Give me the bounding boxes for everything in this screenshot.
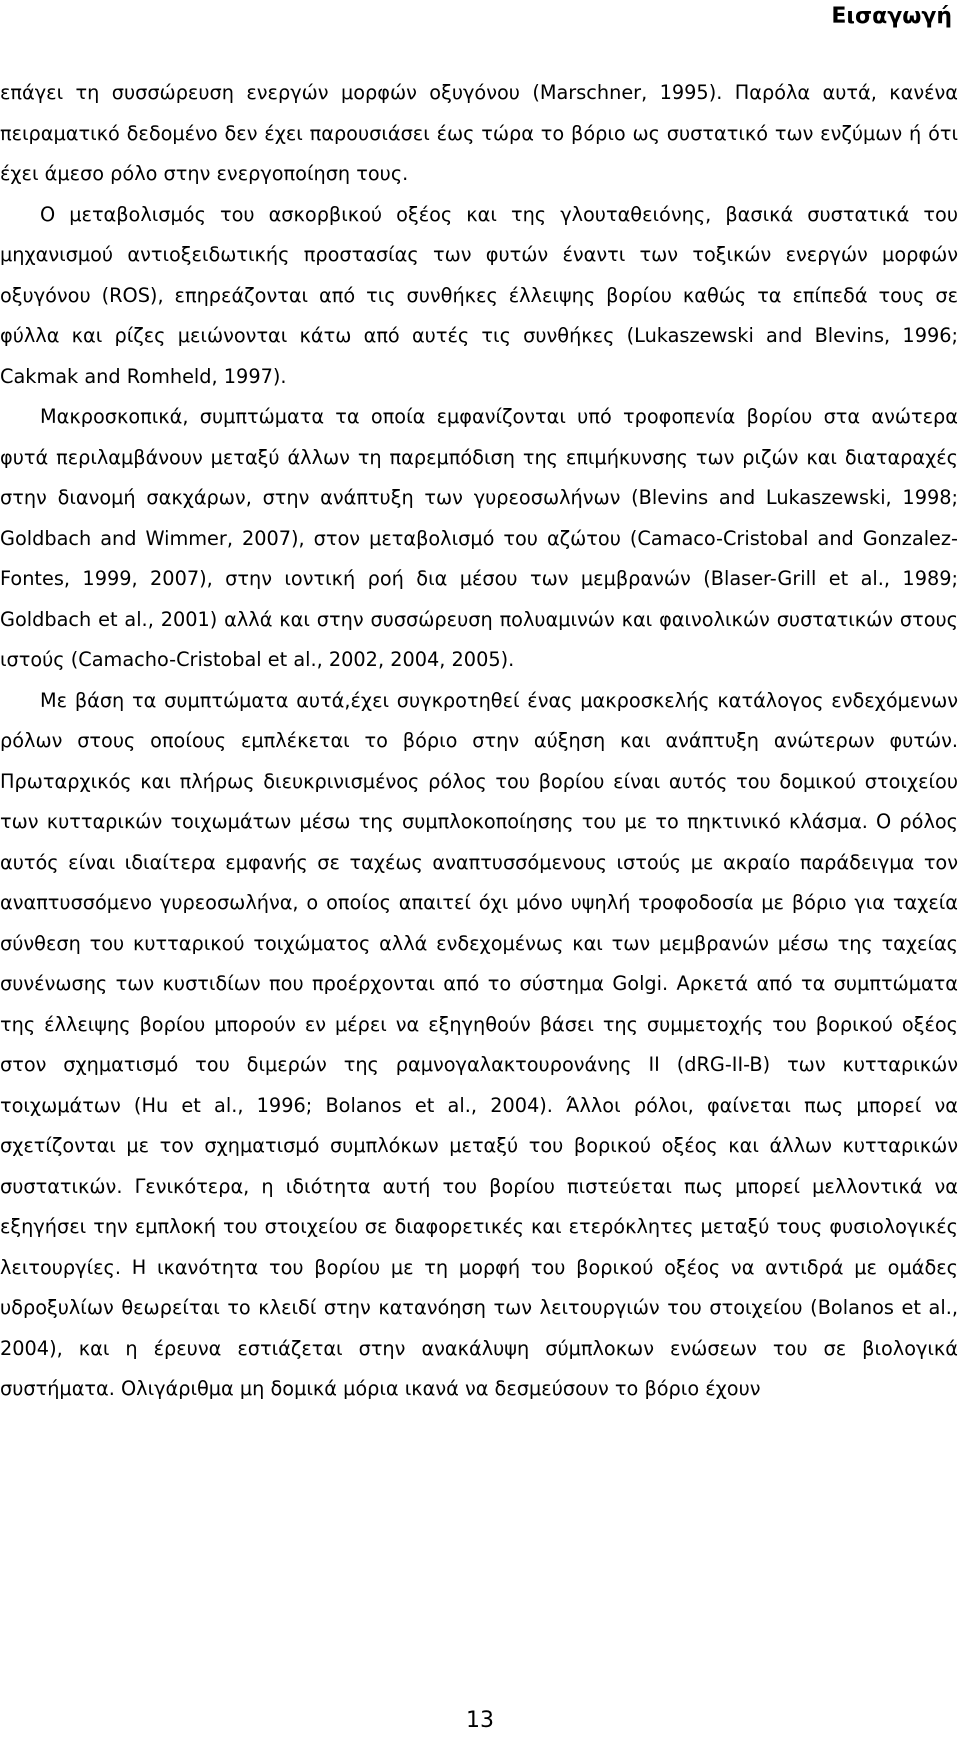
- running-header: Εισαγωγή: [831, 4, 952, 29]
- paragraph-roles-of-boron: Με βάση τα συμπτώματα αυτά,έχει συγκροτηθεί ένας μακροσκελής κατάλογος ενδεχόμενων ρόλων στους οποίους εμπλέκεται το βόριο στην αύξηση και ανάπτυξη ανώτερων φυτών. Πρωταρχικός και πλήρως διευκρινισμένος ρόλος του βορίου είναι αυτός του δομικού στοιχείου των κυτταρικών τοιχωμάτων μέσω της συμπλοκοποίησης του με το πηκτινικό κλάσμα. Ο ρόλος αυτός είναι ιδιαίτερα εμφανής σε ταχέως αναπτυσσόμενους ιστούς με ακραίο παράδειγμα τον αναπτυσσόμενο γυρεοσωλήνα, ο οποίος απαιτεί όχι μόνο υψηλή τροφοδοσία με βόριο για ταχεία σύνθεση του κυτταρικού τοιχώματος αλλά ενδεχομένως και των μεμβρανών μέσω της ταχείας συνένωσης των κυστιδίων που προέρχονται από το σύστημα Golgi. Αρκετά από τα συμπτώματα της έλλειψης βορίου μπορούν εν μέρει να εξηγηθούν βάσει της συμμετοχής του βορικού οξέος στον σχηματισμό του διμερών της ραμνογαλακτουρονάνης ΙΙ (dRG-II-B) των κυτταρικών τοιχωμάτων (Hu et al., 1996; Bolanos et al., 2004). Άλλοι ρόλοι, φαίνεται πως μπορεί να σχετίζονται με τον σχηματισμό συμπλόκων μεταξύ του βορικού οξέος και άλλων κυτταρικών συστατικών. Γενικότερα, η ιδιότητα αυτή του βορίου πιστεύεται πως μπορεί μελλοντικά να εξηγήσει την εμπλοκή του στοιχείου σε διαφορετικές και ετερόκλητες μεταξύ τους φυσιολογικές λειτουργίες. Η ικανότητα του βορίου με τη μορφή του βορικού οξέος να αντιδρά με ομάδες υδροξυλίων θεωρείται το κλειδί στην κατανόηση των λειτουργιών του στοιχείου (Bolanos et al., 2004), και η έρευνα εστιάζεται στην ανακάλυψη σύμπλοκων ενώσεων του σε βιολογικά συστήματα. Ολιγάριθμα μη δομικά μόρια ικανά να δεσμεύσουν το βόριο έχουν: [0, 688, 958, 1400]
- page-body: [0, 73, 958, 1410]
- paragraph-continuation: επάγει τη συσσώρευση ενεργών μορφών οξυγόνου (Marschner, 1995). Παρόλα αυτά, κανένα πειραματικό δεδομένο δεν έχει παρουσιάσει έως τώρα το βόριο ως συστατικό των ενζύμων ή ότι έχει άμεσο ρόλο στην ενεργοποίηση τους.: [0, 81, 958, 185]
- paragraph-macroscopic-symptoms: Μακροσκοπικά, συμπτώματα τα οποία εμφανίζονται υπό τροφοπενία βορίου στα ανώτερα φυτά περιλαμβάνουν μεταξύ άλλων τη παρεμπόδιση της επιμήκυνσης των ριζών και διαταραχές στην διανομή σακχάρων, στην ανάπτυξη των γυρεοσωλήνων (Blevins and Lukaszewski, 1998; Goldbach and Wimmer, 2007), στον μεταβολισμό του αζώτου (Camaco-Cristobal and Gonzalez-Fontes, 1999, 2007), στην ιοντική ροή δια μέσου των μεμβρανών (Blaser-Grill et al., 1989; Goldbach et al., 2001) αλλά και στην συσσώρευση πολυαμινών και φαινολικών συστατικών στους ιστούς (Camacho-Cristobal et al., 2002, 2004, 2005).: [0, 405, 958, 671]
- paragraph-metabolism: Ο μεταβολισμός του ασκορβικού οξέος και της γλουταθειόνης, βασικά συστατικά του μηχανισμού αντιοξειδωτικής προστασίας των φυτών έναντι των τοξικών ενεργών μορφών οξυγόνου (ROS), επηρεάζονται από τις συνθήκες έλλειψης βορίου καθώς τα επίπεδά τους σε φύλλα και ρίζες μειώνονται κάτω από αυτές τις συνθήκες (Lukaszewski and Blevins, 1996; Cakmak and Romheld, 1997).: [0, 202, 958, 388]
- page-number: 13: [466, 1708, 494, 1733]
